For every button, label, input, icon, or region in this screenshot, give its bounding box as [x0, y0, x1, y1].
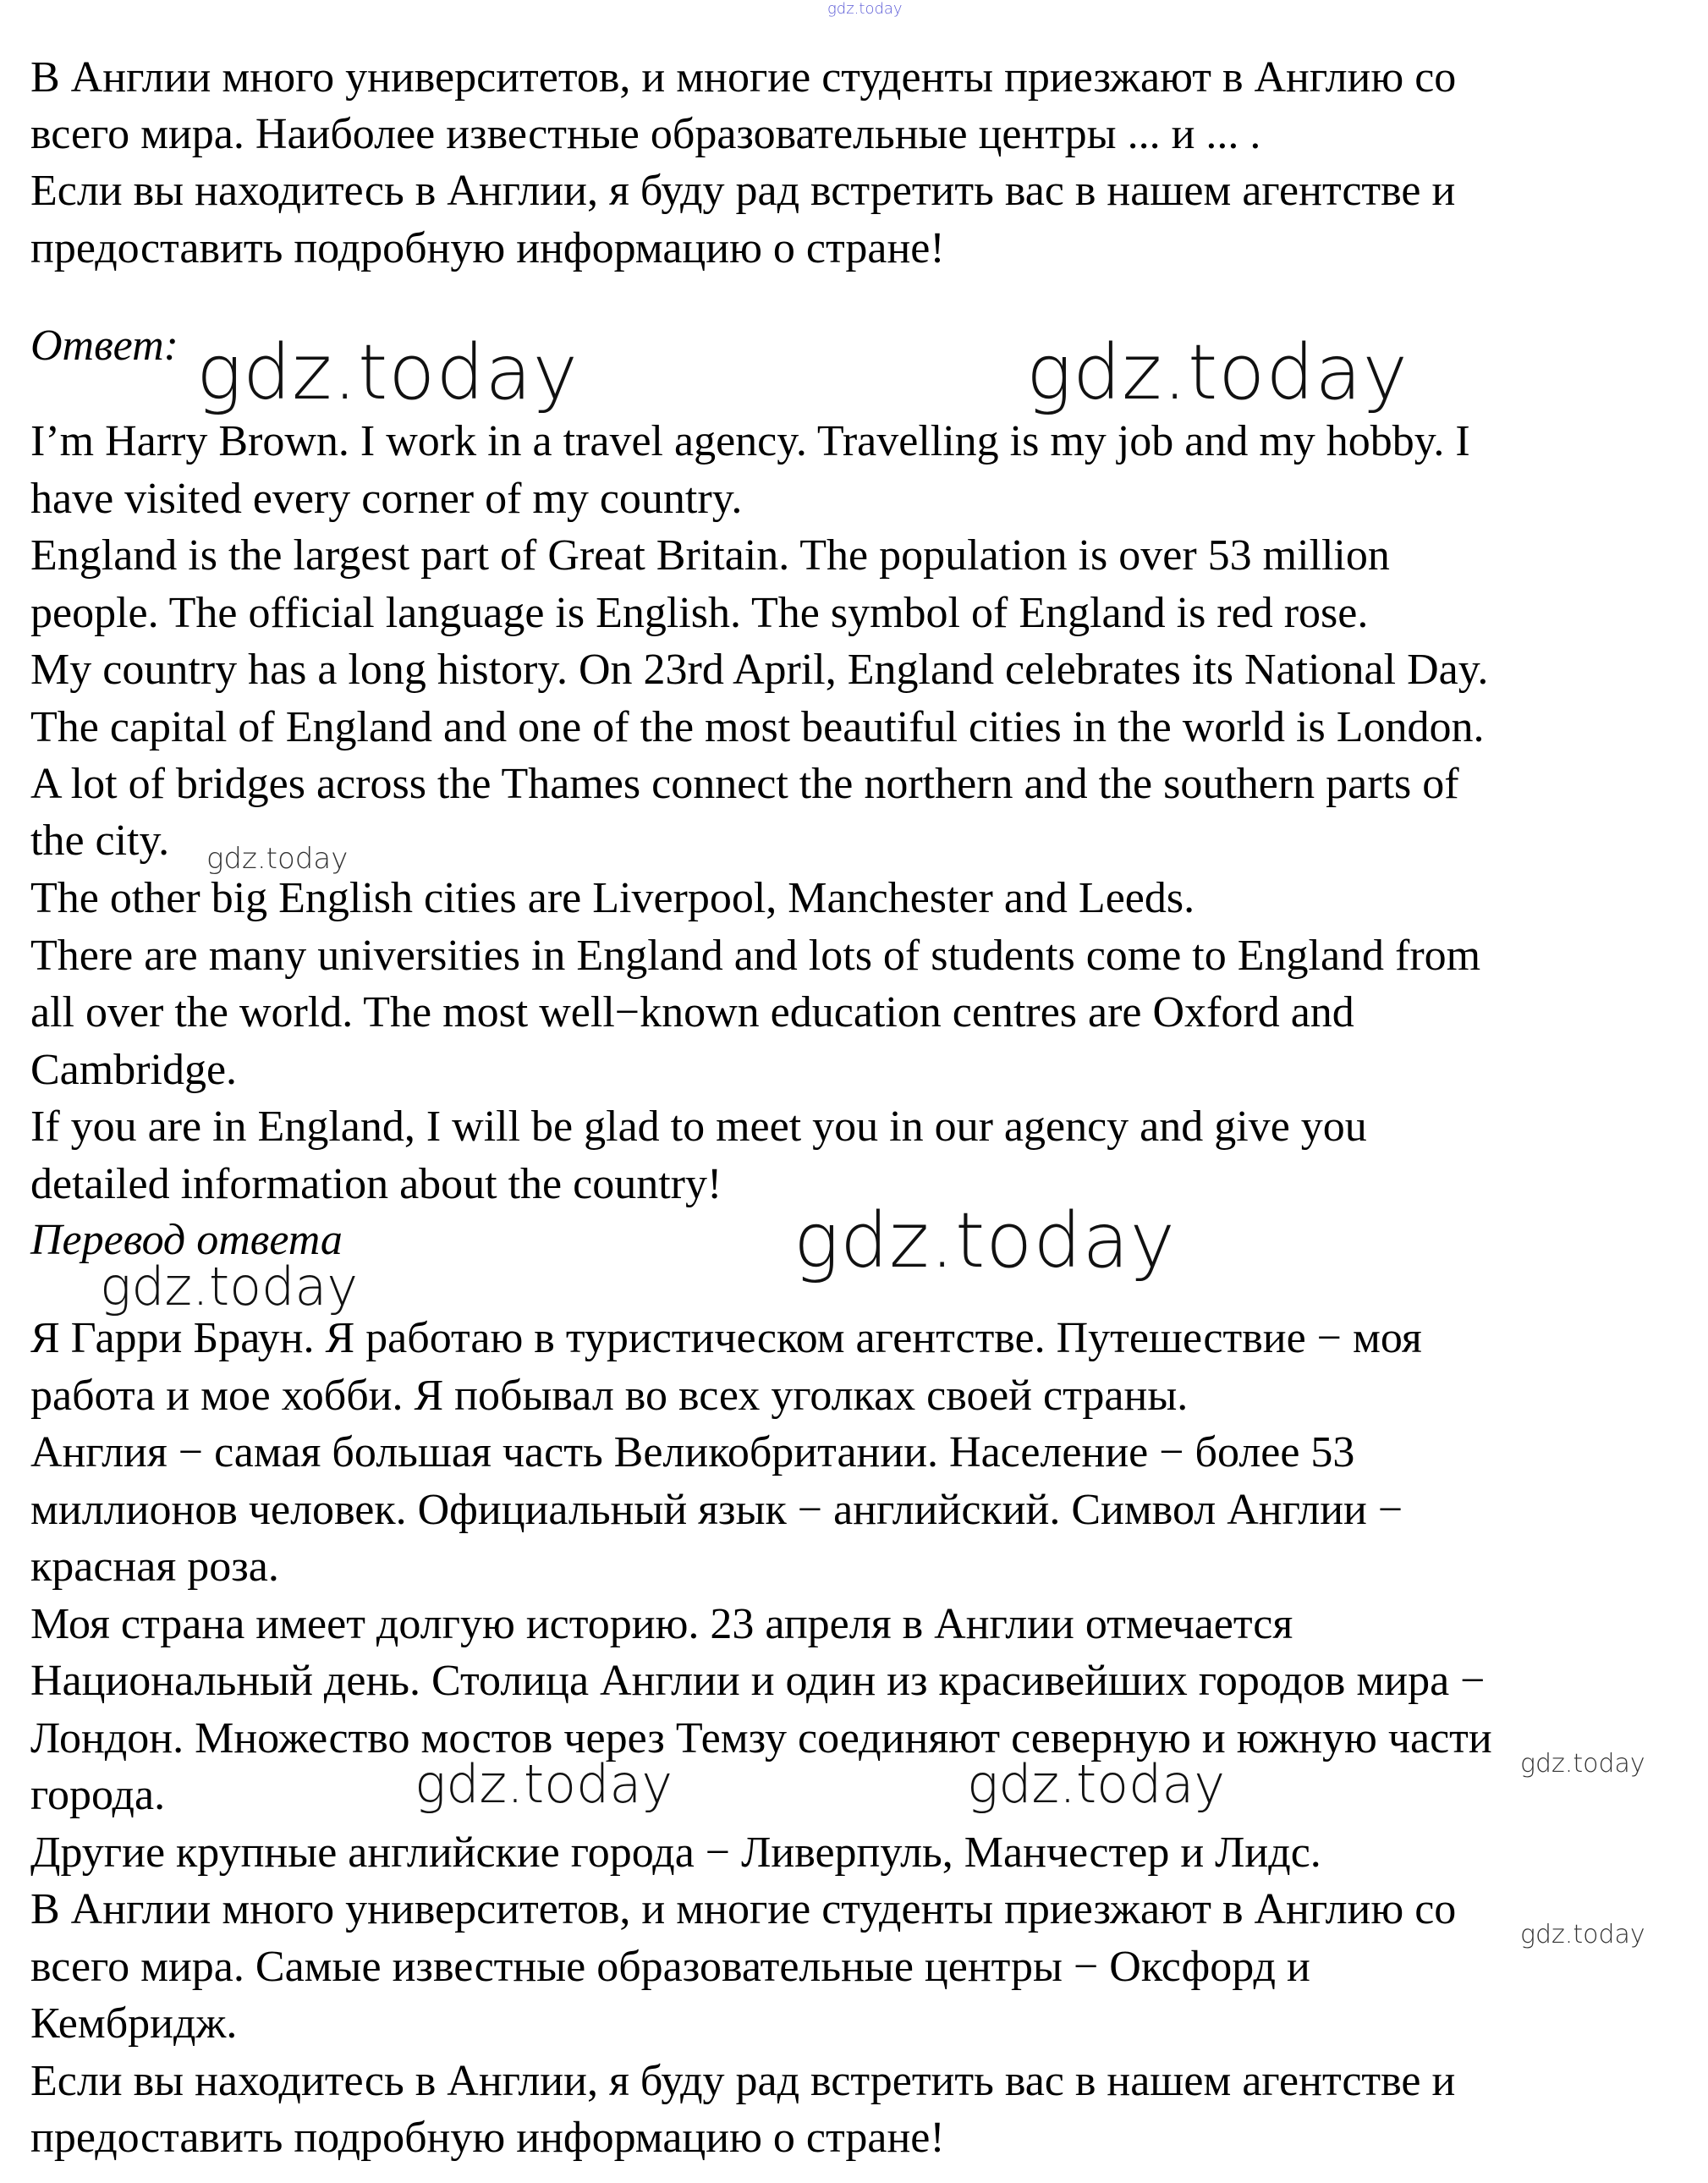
text-line-28: Другие крупные английские города − Ливерпуль, Манчестер и Лидс. — [30, 1828, 1321, 1877]
watermark: gdz.today — [1520, 1920, 1645, 1949]
text-line-27: города. — [30, 1771, 166, 1819]
watermark: gdz.today — [1520, 1749, 1645, 1779]
text-line-26: Лондон. Множество мостов через Темзу соединяют северную и южную части — [30, 1714, 1492, 1762]
text-line-23: красная роза. — [30, 1542, 279, 1591]
text-line-29: В Англии много университетов, и многие студенты приезжают в Англию со — [30, 1885, 1457, 1933]
watermark: gdz.today — [1026, 328, 1409, 417]
text-line-20: работа и мое хобби. Я побывал во всех уголках своей страны. — [30, 1372, 1189, 1420]
text-line-15: all over the world. The most well−known education centres are Oxford and — [30, 988, 1354, 1037]
text-line-1: В Англии много университетов, и многие студенты приезжают в Англию со — [30, 53, 1457, 102]
text-line-21: Англия − самая большая часть Великобритании. Население − более 53 — [30, 1428, 1355, 1476]
text-line-33: предоставить подробную информацию о стране! — [30, 2114, 945, 2162]
text-line-14: There are many universities in England and lots of students come to England from — [30, 932, 1481, 980]
text-line-13: The other big English cities are Liverpool, Manchester and Leeds. — [30, 874, 1195, 922]
watermark: gdz.today — [794, 1196, 1176, 1285]
text-line-32: Если вы находитесь в Англии, я буду рад встретить вас в нашем агентстве и — [30, 2057, 1456, 2105]
text-line-25: Национальный день. Столица Англии и один из красивейших городов мира − — [30, 1657, 1486, 1705]
text-line-16: Cambridge. — [30, 1046, 238, 1094]
watermark: gdz.today — [415, 1753, 673, 1815]
watermark-top: gdz.today — [827, 0, 903, 18]
text-line-2: всего мира. Наиболее известные образовательные центры ... и ... . — [30, 110, 1261, 158]
text-line-8: people. The official language is English. The symbol of England is red rose. — [30, 589, 1369, 637]
text-line-31: Кембридж. — [30, 1999, 238, 2048]
text-line-19: Я Гарри Браун. Я работаю в туристическом агентстве. Путешествие − моя — [30, 1314, 1422, 1362]
text-line-10: The capital of England and one of the most beautiful cities in the world is London. — [30, 703, 1485, 751]
text-line-18: detailed information about the country! — [30, 1160, 722, 1208]
text-line-4: предоставить подробную информацию о стране! — [30, 224, 945, 272]
translation-heading: Перевод ответа — [30, 1216, 343, 1264]
answer-heading: Ответ: — [30, 322, 178, 370]
text-line-17: If you are in England, I will be glad to meet you in our agency and give you — [30, 1102, 1367, 1151]
watermark: gdz.today — [967, 1753, 1226, 1815]
text-line-9: My country has a long history. On 23rd April, England celebrates its National Day. — [30, 646, 1489, 694]
text-line-22: миллионов человек. Официальный язык − английский. Символ Англии − — [30, 1486, 1403, 1534]
watermark: gdz.today — [196, 328, 579, 417]
watermark: gdz.today — [206, 842, 349, 876]
text-line-3: Если вы находитесь в Англии, я буду рад встретить вас в нашем агентстве и — [30, 167, 1456, 215]
watermark: gdz.today — [100, 1256, 359, 1317]
text-line-7: England is the largest part of Great Britain. The population is over 53 million — [30, 531, 1390, 580]
text-line-12: the city. — [30, 817, 170, 865]
text-line-11: A lot of bridges across the Thames connect the northern and the southern parts of — [30, 760, 1459, 808]
text-line-5: I’m Harry Brown. I work in a travel agency. Travelling is my job and my hobby. I — [30, 417, 1470, 465]
text-line-30: всего мира. Самые известные образовательные центры − Оксфорд и — [30, 1943, 1310, 1991]
text-line-6: have visited every corner of my country. — [30, 475, 743, 523]
text-line-24: Моя страна имеет долгую историю. 23 апреля в Англии отмечается — [30, 1600, 1293, 1648]
